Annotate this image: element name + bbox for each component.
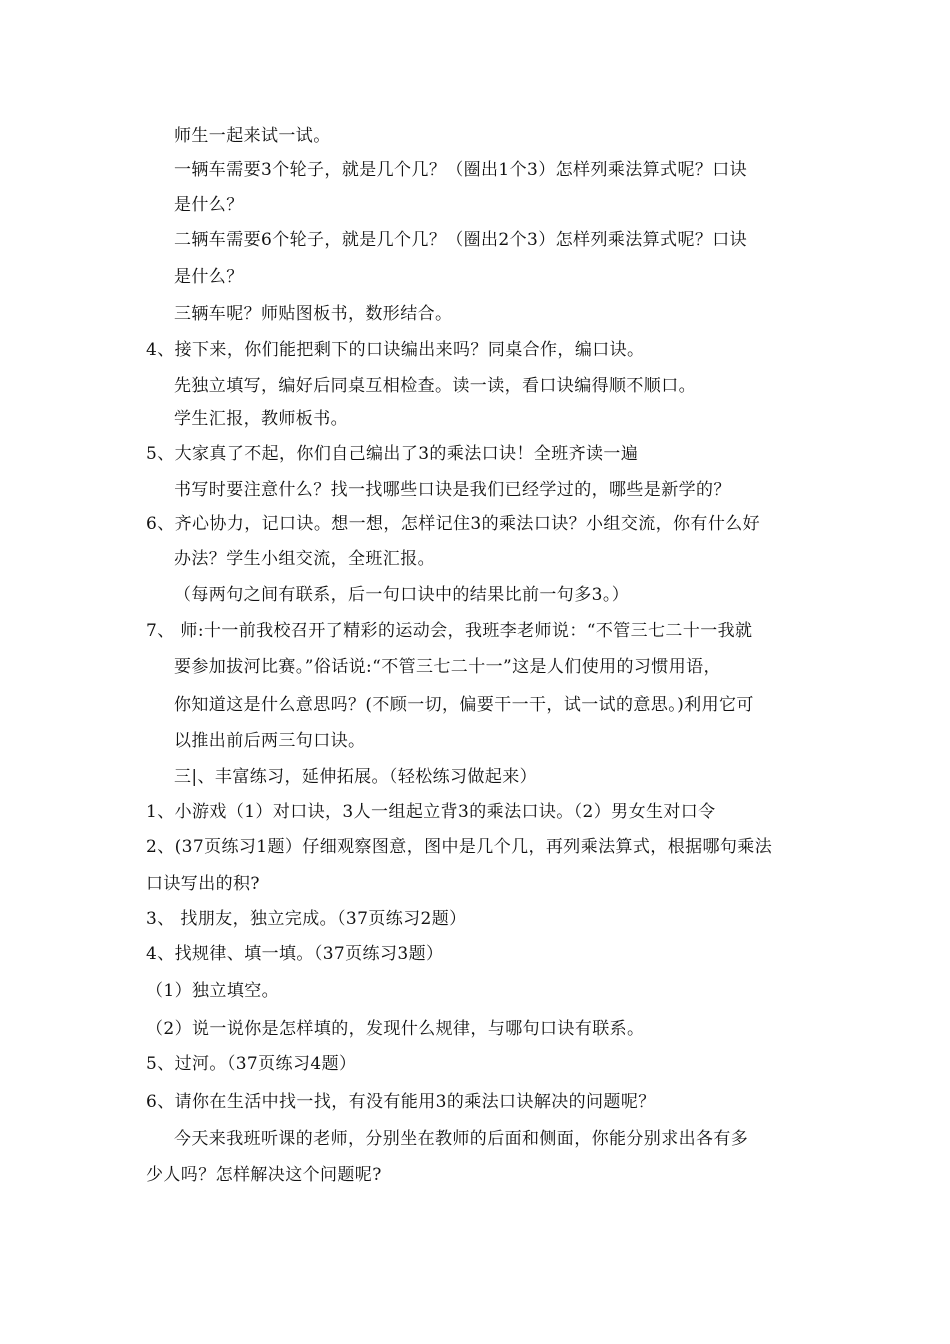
text-line: 办法？学生小组交流，全班汇报。	[174, 549, 435, 569]
text-line: 5、大家真了不起，你们自己编出了3的乘法口诀！全班齐读一遍	[146, 444, 639, 464]
text-line: （1）独立填空。	[146, 981, 280, 1001]
text-line: 是什么？	[174, 195, 244, 215]
text-line: 师生一起来试一试。	[174, 126, 331, 146]
text-line: 以推出前后两三句口诀。	[174, 731, 366, 751]
text-line: 学生汇报，教师板书。	[174, 409, 348, 429]
text-line: （每两句之间有联系，后一句口诀中的结果比前一句多3。）	[174, 585, 630, 605]
text-line: 三|、丰富练习，延伸拓展。（轻松练习做起来）	[174, 767, 538, 787]
text-line: 二辆车需要6个轮子，就是几个几？（圈出2个3）怎样列乘法算式呢？口诀	[174, 230, 748, 250]
text-line: 你知道这是什么意思吗？(不顾一切，偏要干一干，试一试的意思。)利用它可	[174, 695, 754, 715]
text-line: 少人吗？怎样解决这个问题呢?	[146, 1165, 382, 1185]
text-line: 4、接下来，你们能把剩下的口诀编出来吗？同桌合作，编口诀。	[146, 340, 645, 360]
text-line: （2）说一说你是怎样填的，发现什么规律，与哪句口诀有联系。	[146, 1019, 645, 1039]
text-line: 5、过河。（37页练习4题）	[146, 1054, 357, 1074]
text-line: 7、 师:十一前我校召开了精彩的运动会，我班李老师说：“不管三七二十一我就	[146, 621, 753, 641]
text-line: 书写时要注意什么？找一找哪些口诀是我们已经学过的，哪些是新学的？	[174, 480, 731, 500]
text-line: 1、小游戏（1）对口诀，3人一组起立背3的乘法口诀。（2）男女生对口令	[146, 802, 716, 822]
text-line: 今天来我班听课的老师，分别坐在教师的后面和侧面，你能分别求出各有多	[174, 1129, 749, 1149]
text-line: 6、齐心协力，记口诀。想一想，怎样记住3的乘法口诀？小组交流，你有什么好	[146, 514, 761, 534]
text-line: 6、请你在生活中找一找，有没有能用3的乘法口诀解决的问题呢？	[146, 1092, 656, 1112]
text-line: 三辆车呢？师贴图板书，数形结合。	[174, 304, 453, 324]
text-line: 是什么？	[174, 267, 244, 287]
text-line: 3、 找朋友，独立完成。（37页练习2题）	[146, 909, 467, 929]
text-line: 2、(37页练习1题）仔细观察图意，图中是几个几，再列乘法算式，根据哪句乘法	[146, 837, 773, 857]
text-line: 一辆车需要3个轮子，就是几个几？（圈出1个3）怎样列乘法算式呢？口诀	[174, 160, 748, 180]
text-line: 口诀写出的积?	[146, 874, 260, 894]
text-line: 4、找规律、填一填。（37页练习3题）	[146, 944, 444, 964]
text-line: 要参加拔河比赛。”俗话说:“不管三七二十一”这是人们使用的习惯用语，	[174, 657, 721, 677]
text-line: 先独立填写，编好后同桌互相检查。读一读，看口诀编得顺不顺口。	[174, 376, 696, 396]
